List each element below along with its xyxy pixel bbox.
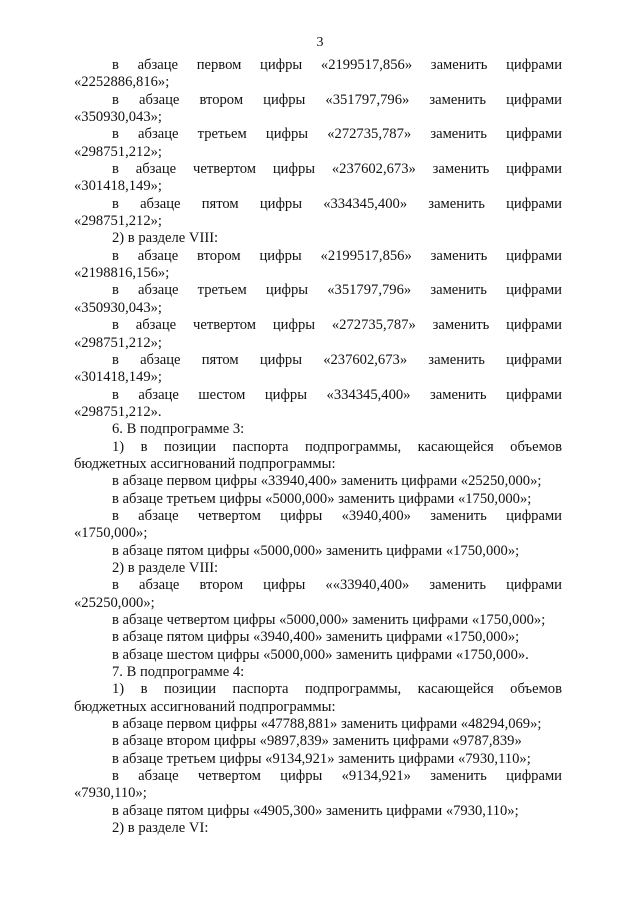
text-line: «298751,212»;: [74, 213, 162, 230]
text-line: в абзаце четвертом цифры «272735,787» заменить цифрами: [112, 317, 562, 334]
text-line: «1750,000»;: [74, 525, 148, 542]
text-line: «298751,212»;: [74, 334, 162, 351]
text-line: в абзаце третьем цифры «272735,787» заменить цифрами: [112, 126, 562, 143]
document-body: [74, 57, 562, 837]
text-line: «301418,149»;: [74, 178, 162, 195]
text-line: в абзаце втором цифры «2199517,856» заменить цифрами: [112, 247, 562, 264]
text-line: в абзаце первом цифры «33940,400» заменить цифрами «25250,000»;: [112, 473, 542, 490]
text-line: в абзаце пятом цифры «3940,400» заменить цифрами «1750,000»;: [112, 629, 520, 646]
text-line: в абзаце третьем цифры «9134,921» заменить цифрами «7930,110»;: [112, 750, 531, 767]
text-line: в абзаце первом цифры «47788,881» заменить цифрами «48294,069»;: [112, 716, 542, 733]
text-line: в абзаце шестом цифры «5000,000» заменить цифрами «1750,000».: [112, 646, 529, 663]
text-line: 7. В подпрограмме 4:: [112, 664, 245, 681]
text-line: 6. В подпрограмме 3:: [112, 421, 245, 438]
text-line: в абзаце шестом цифры «334345,400» заменить цифрами: [112, 386, 562, 403]
text-line: «25250,000»;: [74, 594, 155, 611]
text-line: «350930,043»;: [74, 299, 162, 316]
text-line: в абзаце четвертом цифры «237602,673» заменить цифрами: [112, 161, 562, 178]
text-line: «7930,110»;: [74, 785, 147, 802]
text-line: в абзаце четвертом цифры «5000,000» заменить цифрами «1750,000»;: [112, 612, 546, 628]
text-line: «2198816,156»;: [74, 265, 170, 282]
text-line: в абзаце пятом цифры «5000,000» заменить цифрами «1750,000»;: [112, 542, 520, 559]
text-line: в абзаце пятом цифры «237602,673» заменить цифрами: [112, 351, 562, 368]
text-line: 2) в разделе VIII:: [112, 559, 219, 576]
text-line: в абзаце четвертом цифры «3940,400» заменить цифрами: [112, 507, 562, 524]
text-line: в абзаце четвертом цифры «9134,921» заменить цифрами: [112, 768, 562, 785]
text-line: «350930,043»;: [74, 109, 162, 126]
text-line: в абзаце третьем цифры «5000,000» заменить цифрами «1750,000»;: [112, 490, 532, 507]
text-line: в абзаце третьем цифры «351797,796» заменить цифрами: [112, 282, 562, 299]
text-line: в абзаце пятом цифры «4905,300» заменить цифрами «7930,110»;: [112, 802, 519, 819]
text-line: в абзаце втором цифры «351797,796» заменить цифрами: [112, 91, 562, 108]
text-line: бюджетных ассигнований подпрограммы:: [74, 698, 336, 715]
text-line: в абзаце пятом цифры «334345,400» заменить цифрами: [112, 195, 562, 212]
page-number: 3: [316, 35, 324, 50]
text-line: бюджетных ассигнований подпрограммы:: [74, 455, 336, 472]
text-line: 2) в разделе VIII:: [112, 230, 219, 247]
text-line: «301418,149»;: [74, 369, 162, 386]
text-line: 1) в позиции паспорта подпрограммы, касающейся объемов: [112, 681, 562, 698]
text-line: в абзаце втором цифры «9897,839» заменить цифрами «9787,839»: [112, 733, 522, 750]
text-line: «298751,212»;: [74, 143, 162, 160]
text-line: «2252886,816»;: [74, 74, 170, 91]
text-line: «298751,212».: [74, 403, 162, 420]
text-line: 2) в разделе VI:: [112, 820, 209, 837]
text-line: в абзаце первом цифры «2199517,856» заменить цифрами: [112, 57, 562, 73]
text-line: в абзаце втором цифры ««33940,400» заменить цифрами: [112, 577, 562, 594]
text-line: 1) в позиции паспорта подпрограммы, касающейся объемов: [112, 438, 562, 455]
